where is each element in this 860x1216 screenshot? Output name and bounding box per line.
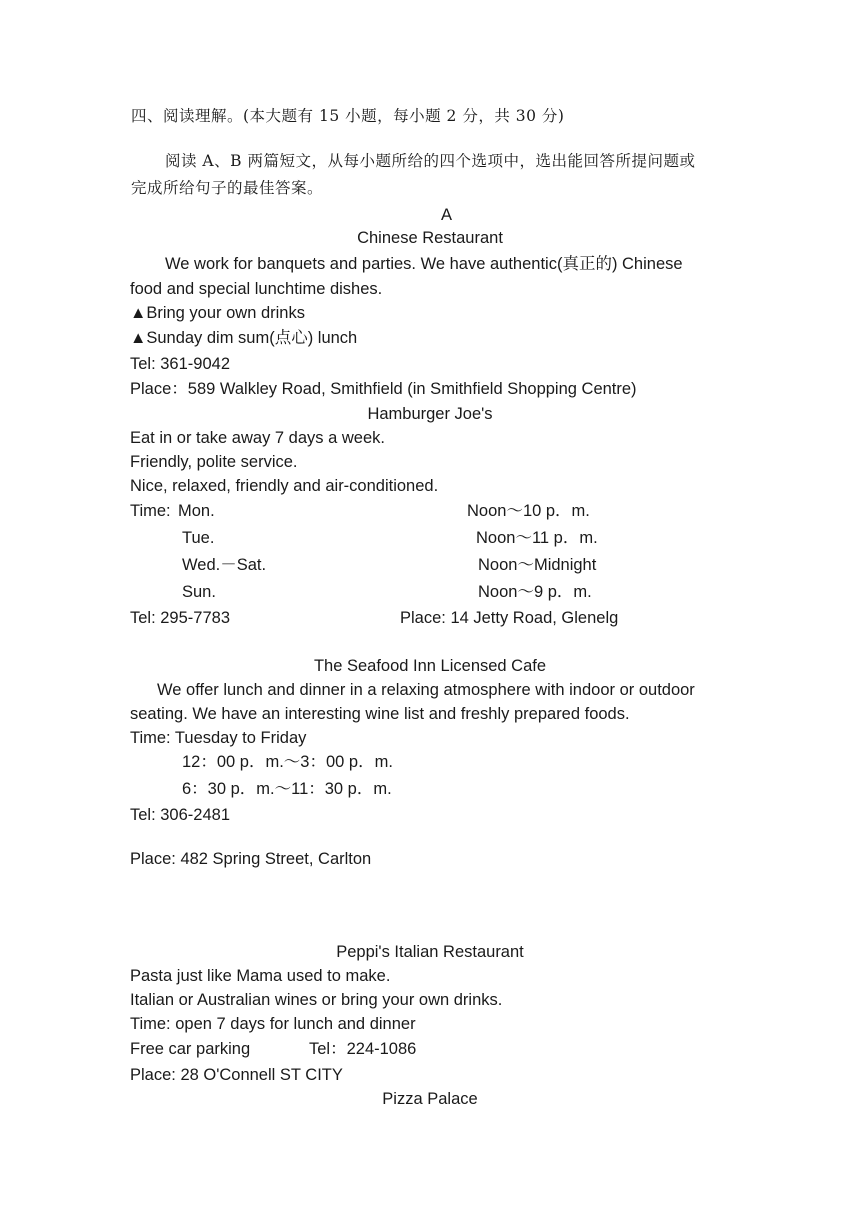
schedule-hours-tue: Noon～11 p．m. [476,529,598,547]
peppis-line-1: Pasta just like Mama used to make. [130,967,391,985]
peppis-time: Time: open 7 days for lunch and dinner [130,1015,416,1033]
hamburger-joes-place: Place: 14 Jetty Road, Glenelg [400,609,619,627]
peppis-line-2: Italian or Australian wines or bring your own drinks. [130,991,503,1009]
instructions-line-1: 阅读 A、B 两篇短文，从每小题所给的四个选项中，选出能回答所提问题或 [165,152,696,170]
chinese-restaurant-place: Place：589 Walkley Road, Smithfield (in Smithfield Shopping Centre) [130,380,637,398]
hamburger-joes-tel: Tel: 295-7783 [130,609,230,627]
chinese-restaurant-desc-1: We work for banquets and parties. We have authentic(真正的) Chinese [165,255,683,273]
chinese-restaurant-desc-2: food and special lunchtime dishes. [130,280,383,298]
seafood-inn-desc-2: seating. We have an interesting wine list and freshly prepared foods. [130,705,630,723]
schedule-day-tue: Tue. [182,529,215,547]
hamburger-joes-line-3: Nice, relaxed, friendly and air-conditioned. [130,477,439,495]
hamburger-joes-line-1: Eat in or take away 7 days a week. [130,429,385,447]
pizza-palace-title: Pizza Palace [382,1090,478,1108]
seafood-inn-desc-1: We offer lunch and dinner in a relaxing atmosphere with indoor or outdoor [157,681,695,699]
chinese-restaurant-tel: Tel: 361-9042 [130,355,230,373]
peppis-parking: Free car parking [130,1040,251,1058]
seafood-inn-slot-2: 6：30 p．m.～11：30 p．m. [182,780,392,798]
hamburger-joes-line-2: Friendly, polite service. [130,453,298,471]
schedule-hours-wed-sat: Noon～Midnight [478,556,597,574]
schedule-hours-sun: Noon～9 p．m. [478,583,592,601]
schedule-day-sun: Sun. [182,583,216,601]
chinese-restaurant-title: Chinese Restaurant [357,229,503,247]
seafood-inn-slot-1: 12：00 p．m.～3：00 p．m. [182,753,393,771]
schedule-hours-mon: Noon～10 p．m. [467,502,590,520]
peppis-tel: Tel：224-1086 [309,1040,417,1058]
seafood-inn-place: Place: 482 Spring Street, Carlton [130,850,372,868]
peppis-title: Peppi's Italian Restaurant [336,943,524,961]
peppis-place: Place: 28 O'Connell ST CITY [130,1066,343,1084]
chinese-restaurant-bullet-2: ▲Sunday dim sum(点心) lunch [130,329,358,347]
seafood-inn-tel: Tel: 306-2481 [130,806,230,824]
schedule-day-mon: Mon. [178,502,215,520]
seafood-inn-title: The Seafood Inn Licensed Cafe [313,657,547,675]
section-heading: 四、阅读理解。(本大题有 15 小题，每小题 2 分，共 30 分) [131,107,565,125]
hamburger-joes-time-label: Time: [130,502,171,520]
instructions-line-2: 完成所给句子的最佳答案。 [131,179,324,197]
chinese-restaurant-bullet-1: ▲Bring your own drinks [130,304,305,322]
passage-label: A [441,206,453,224]
seafood-inn-time: Time: Tuesday to Friday [130,729,307,747]
hamburger-joes-title: Hamburger Joe's [367,405,493,423]
schedule-day-wed-sat: Wed.－Sat. [182,556,267,574]
